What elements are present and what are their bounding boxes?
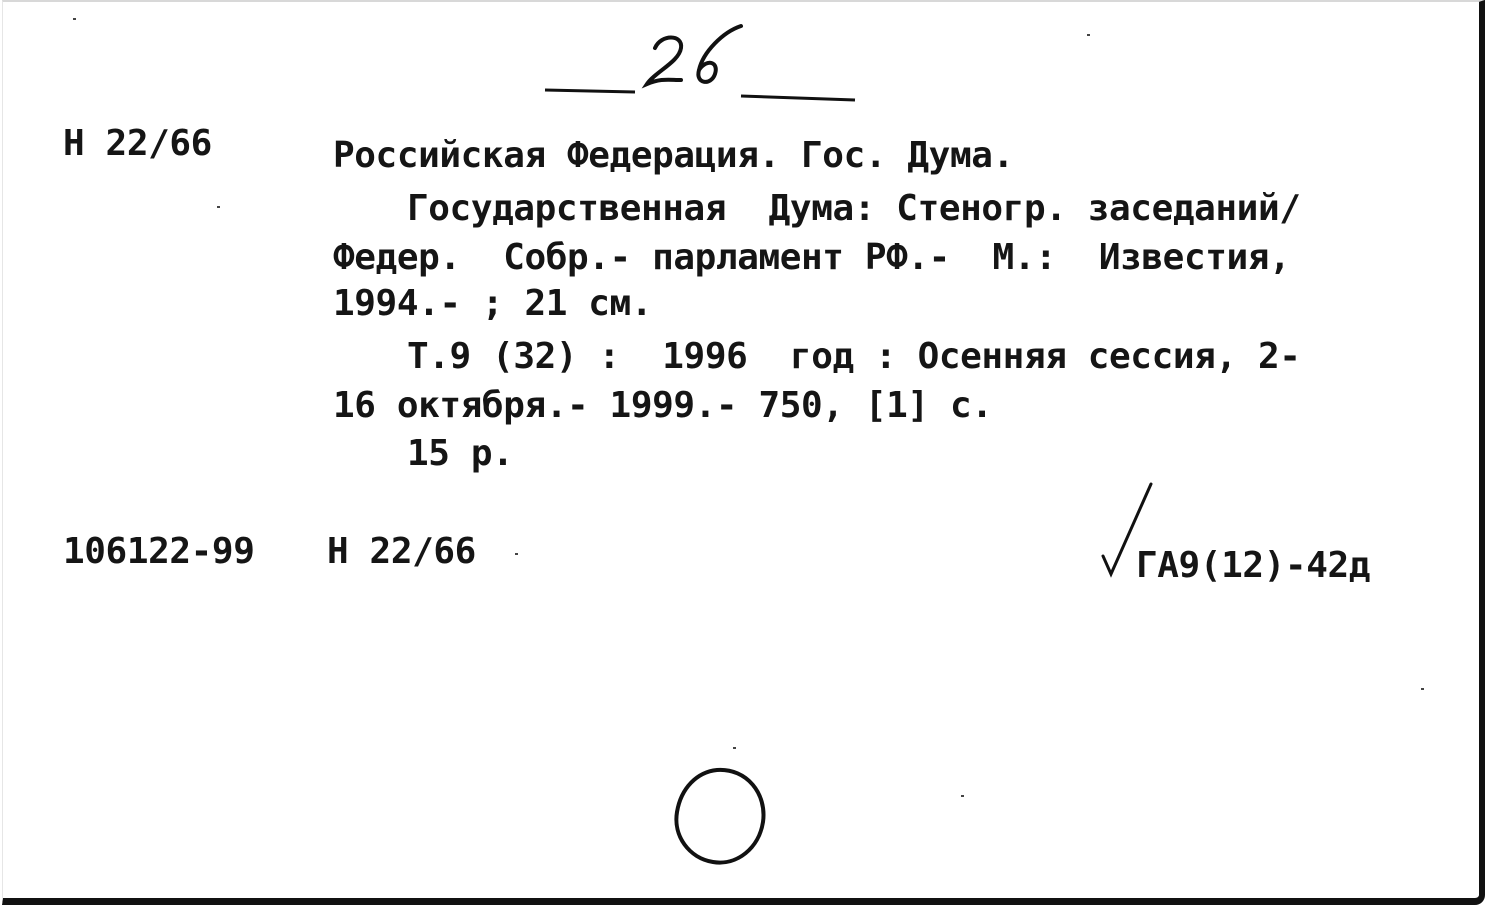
inventory-number: 106122-99 [63, 531, 255, 572]
volume-line-2: 16 октября.- 1999.- 750, [1] с. [333, 385, 993, 426]
shelf-mark-repeat: Н 22/66 [327, 531, 476, 572]
punch-hole-circle-icon [667, 764, 777, 874]
title-line-1: Государственная Дума: Стеногр. заседаний/ [407, 188, 1301, 229]
handwritten-number [543, 12, 873, 112]
speck [1087, 34, 1090, 36]
speck [515, 553, 518, 555]
classification-index: ГА9(12)-42д [1136, 545, 1371, 586]
speck [961, 795, 964, 797]
speck [217, 206, 220, 208]
speck [1421, 688, 1424, 690]
title-line-2: Федер. Собр.- парламент РФ.- М.: Известия, [333, 237, 1291, 278]
shelf-mark: Н 22/66 [63, 123, 212, 164]
volume-line-1: Т.9 (32) : 1996 год : Осенняя сессия, 2- [407, 336, 1301, 377]
catalog-card [2, 0, 1485, 905]
speck [733, 747, 736, 749]
price: 15 р. [407, 433, 514, 474]
title-line-3: 1994.- ; 21 см. [333, 283, 653, 324]
speck [73, 18, 76, 20]
heading: Российская Федерация. Гос. Дума. [333, 135, 1014, 176]
